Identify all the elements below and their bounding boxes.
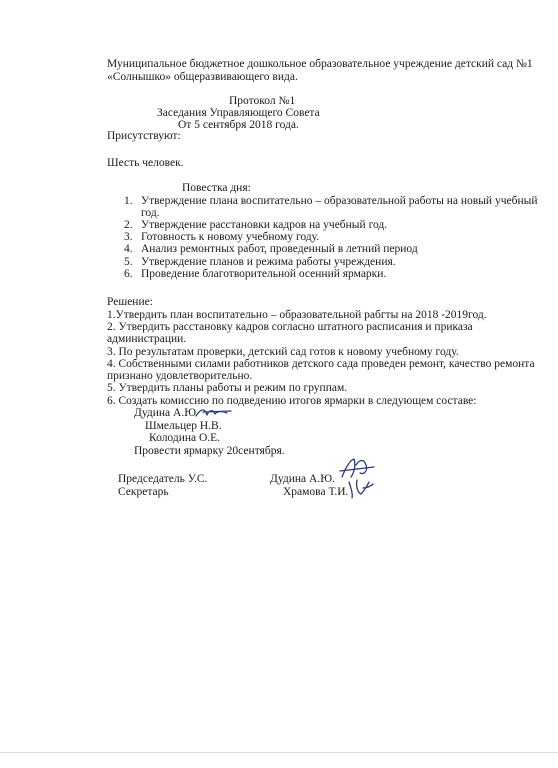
agenda-item-number: 2. xyxy=(124,219,133,231)
agenda-item: Проведение благотворительной осенний ярмарки. xyxy=(141,268,387,280)
decision-line: 2. Утвердить расстановку кадров согласно штатного расписания и приказа xyxy=(107,321,473,333)
secretary-name: Храмова Т.И. xyxy=(283,486,349,498)
chair-name: Дудина А.Ю. xyxy=(270,473,335,485)
agenda-item-number: 6. xyxy=(124,268,133,280)
institution-line-1: Муниципальное бюджетное дошкольное образовательное учреждение детский сад №1 xyxy=(107,58,533,70)
decision-heading: Решение: xyxy=(107,296,153,308)
agenda-item: Готовность к новому учебному году. xyxy=(141,231,320,243)
agenda-item-number: 1. xyxy=(124,195,133,207)
attendance-value: Шесть человек. xyxy=(107,157,184,169)
decision-line: администрации. xyxy=(107,333,187,345)
scan-edge-line xyxy=(0,752,558,753)
decision-line: признано удовлетворительно. xyxy=(107,370,253,382)
protocol-title: Протокол №1 xyxy=(229,95,296,107)
protocol-subtitle: Заседания Управляющего Совета xyxy=(157,107,320,119)
commission-member: Дудина А.Ю xyxy=(134,407,197,419)
agenda-item: Утверждение расстановки кадров на учебный год. xyxy=(141,219,388,231)
commission-member: Шмельцер Н.В. xyxy=(145,420,222,432)
agenda-item-number: 4. xyxy=(124,243,133,255)
fair-date-line: Провести ярмарку 20сентября. xyxy=(134,445,285,457)
decision-line: 1.Утвердить план воспитательно – образовательной рабгты на 2018 -2019год. xyxy=(107,309,487,321)
secretary-role: Секретарь xyxy=(118,486,169,498)
agenda-item-number: 5. xyxy=(124,256,133,268)
agenda-item-continuation: год. xyxy=(141,207,160,219)
decision-line: 6. Создать комиссию по подведению итогов ярмарки в следующем составе: xyxy=(107,395,477,407)
attendance-label: Присутствуют: xyxy=(107,130,181,142)
decision-line: 3. По результатам проверки, детский сад готов к новому учебному году. xyxy=(107,346,459,358)
member-signature-icon xyxy=(193,406,237,420)
agenda-item-number: 3. xyxy=(124,231,133,243)
commission-member: Колодина О.Е. xyxy=(149,432,221,444)
agenda-item: Утверждение планов и режима работы учреждения. xyxy=(141,256,396,268)
agenda-item: Анализ ремонтных работ, проведенный в летний период xyxy=(141,243,418,255)
chair-role: Председатель У.С. xyxy=(118,473,208,485)
decision-line: 4. Собственными силами работников детского сада проведен ремонт, качество ремонта xyxy=(107,358,535,370)
agenda-item: Утверждение плана воспитательно – образовательной работы на новый учебный xyxy=(141,195,538,207)
decision-line: 5. Утвердить планы работы и режим по группам. xyxy=(107,382,348,394)
institution-line-2: «Солнышко» общеразвивающего вида. xyxy=(107,71,298,83)
agenda-heading: Повестка дня: xyxy=(182,182,251,194)
secretary-signature-icon xyxy=(343,476,379,502)
protocol-date: От 5 сентября 2018 года. xyxy=(178,119,299,131)
